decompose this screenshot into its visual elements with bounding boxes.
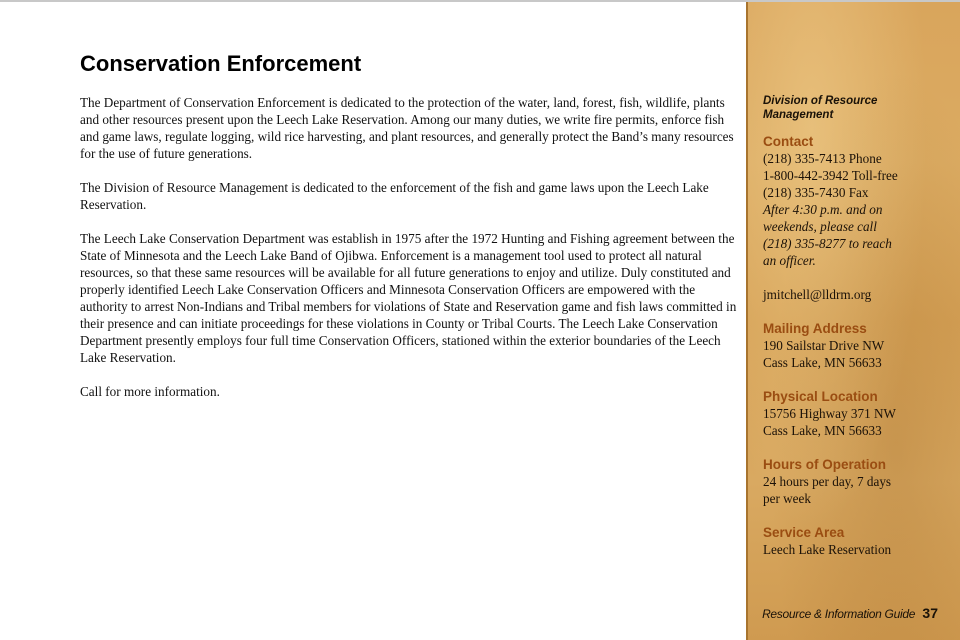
tollfree-number[interactable]: 1-800-442-3942 Toll-free	[763, 168, 898, 183]
after-hours-note: After 4:30 p.m. and on	[763, 202, 883, 217]
phone-number[interactable]: (218) 335-7413 Phone	[763, 151, 882, 166]
spacer	[763, 371, 955, 388]
paragraph-call: Call for more information.	[80, 384, 220, 399]
paragraph-history: The Leech Lake Conservation Department was establish in 1975 after the 1972 Hunting and Fishing agreement between the State of Minnesota and the Leech Lake Band of Ojibwa. Enforcement is a management tool used to protect all natural resources, so that these same resources will be available for all future generations to enjoy and utilize. Duly constituted and properly identified Leech Lake Conservation Officers and Minnesota Conservation Officers are empowered with the authority to arrest Non-Indians and Tribal members for violations of State and Reservation game and fish laws committed in their presence and can initiate proceedings for these violations in County or Tribal Courts. The Leech Lake Conservation Department presently employs four full time Conservation Officers, stationed within the exterior boundaries of the Leech Lake Reservation.	[80, 231, 737, 365]
physical-street: 15756 Highway 371 NW	[763, 406, 896, 421]
after-hours-note: weekends, please call	[763, 219, 877, 234]
division-name-line: Division of Resource	[763, 95, 878, 107]
hours-line: 24 hours per day, 7 days	[763, 474, 892, 489]
after-hours-note: (218) 335-8277 to reach	[763, 236, 892, 251]
paragraph-division: The Division of Resource Management is dedicated to the enforcement of the fish and game laws upon the Leech Lake Reservation.	[80, 180, 709, 212]
main-content	[80, 50, 740, 417]
spacer	[763, 507, 955, 524]
division-name-line: Management	[763, 109, 834, 121]
service-section	[763, 524, 955, 558]
info-sidebar	[746, 2, 960, 640]
service-area: Leech Lake Reservation	[763, 542, 892, 557]
mailing-heading: Mailing Address	[763, 321, 867, 336]
page-title: Conservation Enforcement	[80, 51, 362, 76]
mailing-section	[763, 320, 955, 371]
physical-heading: Physical Location	[763, 389, 878, 404]
page-number: 37	[922, 605, 938, 621]
email-link[interactable]: jmitchell@lldrm.org	[763, 287, 872, 302]
physical-section	[763, 388, 955, 439]
after-hours-note: an officer.	[763, 253, 816, 268]
contact-section	[763, 133, 955, 303]
paragraph-intro: The Department of Conservation Enforcement is dedicated to the protection of the water, land, forest, fish, wildlife, plants and other resources present upon the Leech Lake Reservation. Among our many duties, we write fire permits, enforce fish and game laws, regulate logging, wild rice harvesting, and plant resources, and generally protect the Band’s many resources for the use of future generations.	[80, 95, 734, 161]
hours-heading: Hours of Operation	[763, 457, 887, 472]
contact-heading: Contact	[763, 134, 814, 149]
hours-section	[763, 456, 955, 507]
page-footer	[762, 605, 938, 621]
spacer	[763, 269, 955, 286]
mailing-city: Cass Lake, MN 56633	[763, 355, 882, 370]
hours-line: per week	[763, 491, 811, 506]
sidebar-content	[763, 94, 955, 558]
physical-city: Cass Lake, MN 56633	[763, 423, 882, 438]
division-name	[763, 94, 955, 122]
service-heading: Service Area	[763, 525, 845, 540]
spacer	[763, 439, 955, 456]
guide-title: Resource & Information Guide	[762, 607, 916, 621]
fax-number: (218) 335-7430 Fax	[763, 185, 869, 200]
spacer	[763, 303, 955, 320]
mailing-street: 190 Sailstar Drive NW	[763, 338, 885, 353]
